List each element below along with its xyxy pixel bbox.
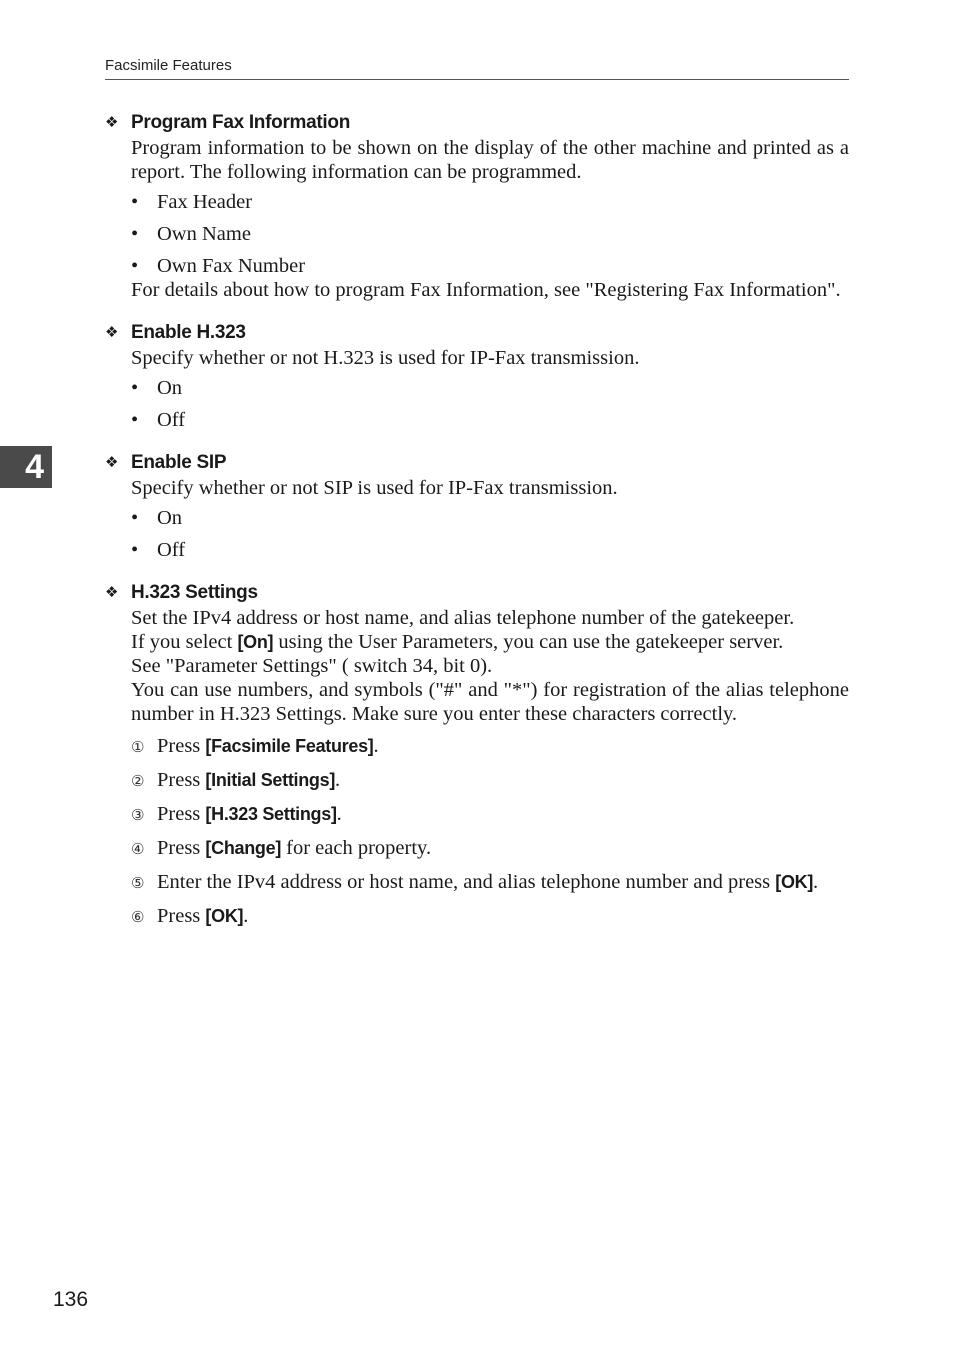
list-item-text: Off	[157, 409, 186, 431]
bullet-icon: •	[131, 377, 139, 399]
step-number: ①	[131, 738, 145, 756]
step-item	[131, 836, 849, 862]
list-item	[131, 506, 849, 530]
step-text	[157, 768, 849, 794]
step-text	[157, 870, 849, 896]
bullet-list	[131, 190, 849, 278]
paragraph	[131, 630, 849, 654]
paragraph: See "Parameter Settings" ( switch 34, bit 0).	[131, 655, 493, 677]
step-text	[157, 734, 849, 760]
section-body	[131, 346, 849, 432]
section-body	[131, 606, 849, 930]
paragraph: Set the IPv4 address or host name, and alias telephone number of the gatekeeper.	[131, 607, 795, 629]
text-run: Press	[157, 769, 206, 791]
list-item-text: Own Name	[157, 223, 251, 245]
paragraph: Specify whether or not SIP is used for IP-Fax transmission.	[131, 477, 618, 499]
key-label-on: [On]	[237, 632, 274, 652]
bullet-icon: •	[131, 507, 139, 529]
diamond-icon: ❖	[105, 324, 119, 341]
page-content	[105, 110, 849, 948]
step-list	[131, 734, 849, 930]
step-number: ④	[131, 840, 145, 858]
section-h323-settings	[105, 580, 849, 930]
step-text	[157, 802, 849, 828]
step-item	[131, 768, 849, 794]
text-run: Press	[157, 735, 206, 757]
step-item	[131, 904, 849, 930]
step-item	[131, 802, 849, 828]
section-title-text: Enable SIP	[131, 452, 227, 473]
bullet-list	[131, 376, 849, 432]
section-enable-h323	[105, 320, 849, 432]
list-item-text: Own Fax Number	[157, 255, 306, 277]
list-item	[131, 190, 849, 214]
section-title-text: H.323 Settings	[131, 582, 258, 603]
section-enable-sip	[105, 450, 849, 562]
bullet-icon: •	[131, 223, 139, 245]
list-item	[131, 408, 849, 432]
step-number: ③	[131, 806, 145, 824]
text-run: for each property.	[281, 837, 432, 859]
header-rule	[105, 79, 849, 80]
paragraph: For details about how to program Fax Information, see "Registering Fax Information".	[131, 279, 841, 301]
text-run: Enter the IPv4 address or host name, and alias telephone number and press	[157, 871, 776, 893]
bullet-icon: •	[131, 539, 139, 561]
key-label: [Facsimile Features]	[205, 736, 374, 756]
paragraph: Program information to be shown on the display of the other machine and printed as a report. The following information can be programmed.	[131, 137, 849, 183]
text-run: .	[813, 871, 819, 893]
section-title	[105, 580, 849, 606]
section-body	[131, 476, 849, 562]
section-title-text: Program Fax Information	[131, 112, 351, 133]
section-title	[105, 450, 849, 476]
text-run: using the User Parameters, you can use the gatekeeper server.	[273, 631, 784, 653]
text-run: Press	[157, 837, 206, 859]
text-run: Press	[157, 905, 206, 927]
section-title	[105, 320, 849, 346]
text-run: .	[373, 735, 379, 757]
step-item	[131, 870, 849, 896]
section-body	[131, 136, 849, 302]
step-text	[157, 904, 849, 930]
step-number: ②	[131, 772, 145, 790]
section-program-fax-information	[105, 110, 849, 302]
diamond-icon: ❖	[105, 584, 119, 601]
text-run: Press	[157, 803, 206, 825]
list-item-text: On	[157, 377, 183, 399]
list-item-text: Off	[157, 539, 186, 561]
key-label: [H.323 Settings]	[205, 804, 337, 824]
chapter-tab: 4	[0, 446, 52, 488]
page-number: 136	[53, 1288, 89, 1311]
text-run: .	[336, 803, 342, 825]
paragraph: Specify whether or not H.323 is used for IP-Fax transmission.	[131, 347, 640, 369]
key-label: [Change]	[205, 838, 282, 858]
step-item	[131, 734, 849, 760]
step-text	[157, 836, 849, 862]
step-number: ⑥	[131, 908, 145, 926]
text-run: .	[335, 769, 341, 791]
bullet-icon: •	[131, 191, 139, 213]
section-title	[105, 110, 849, 136]
section-title-text: Enable H.323	[131, 322, 246, 343]
list-item	[131, 254, 849, 278]
key-label: [Initial Settings]	[205, 770, 336, 790]
paragraph: You can use numbers, and symbols ("#" and "*") for registration of the alias telephone number in H.323 Settings. Make sure you enter these characters correctly.	[131, 679, 849, 725]
list-item	[131, 222, 849, 246]
list-item-text: Fax Header	[157, 191, 253, 213]
list-item-text: On	[157, 507, 183, 529]
list-item	[131, 376, 849, 400]
step-number: ⑤	[131, 874, 145, 892]
key-label: [OK]	[775, 872, 814, 892]
text-run: .	[243, 905, 249, 927]
text-run: If you select	[131, 631, 238, 653]
key-label: [OK]	[205, 906, 244, 926]
list-item	[131, 538, 849, 562]
running-header: Facsimile Features	[105, 57, 232, 74]
bullet-icon: •	[131, 409, 139, 431]
diamond-icon: ❖	[105, 454, 119, 471]
diamond-icon: ❖	[105, 114, 119, 131]
bullet-list	[131, 506, 849, 562]
bullet-icon: •	[131, 255, 139, 277]
